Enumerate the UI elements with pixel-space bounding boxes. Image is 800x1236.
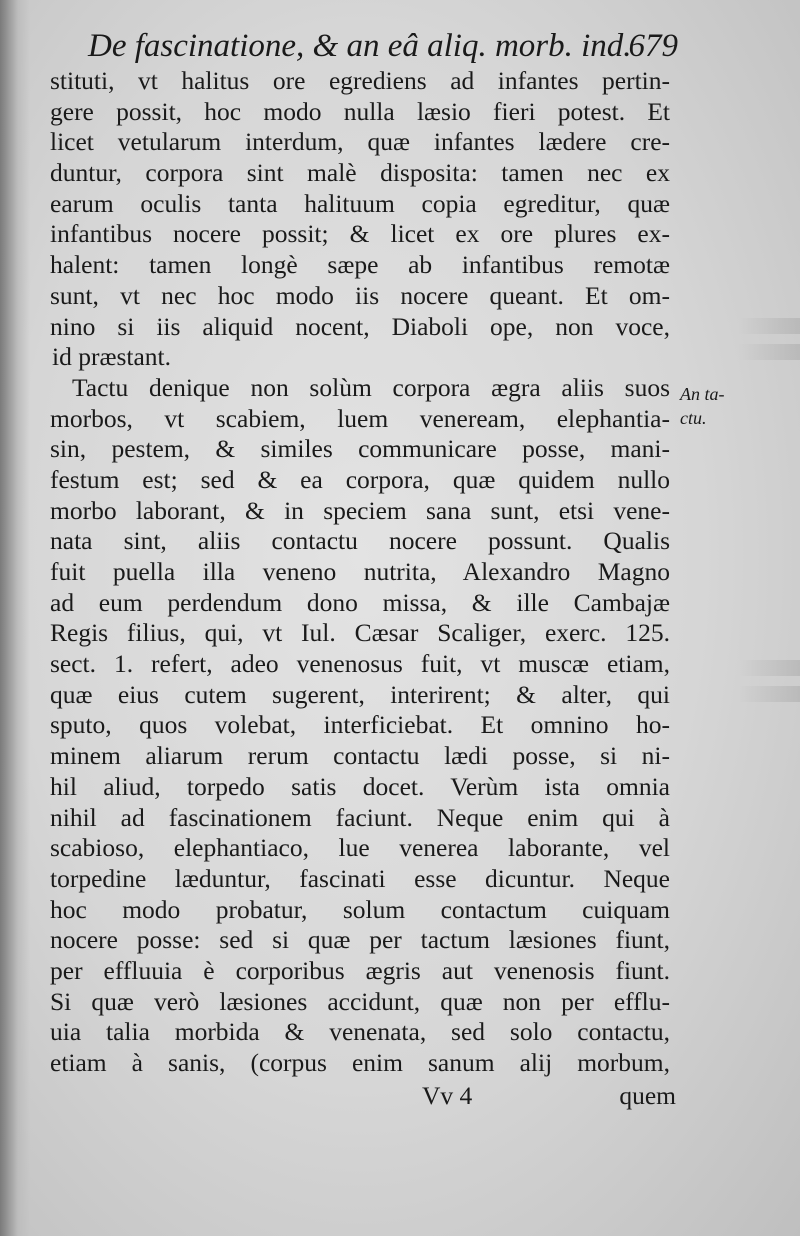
- catchword: quem: [619, 1081, 676, 1110]
- text-line: sin, pestem, & similes communicare posse, mani-: [50, 434, 670, 464]
- text-line: gere possit, hoc modo nulla læsio fieri potest. Et: [50, 96, 670, 126]
- text-line: Si quæ verò læsiones accidunt, quæ non per efflu-: [50, 986, 670, 1016]
- text-line: Regis filius, qui, vt Iul. Cæsar Scaliger, exerc. 125.: [50, 618, 670, 648]
- text-line: stituti, vt halitus ore egrediens ad infantes pertin-: [50, 66, 670, 95]
- text-line: sputo, quos volebat, interficiebat. Et omnino ho-: [50, 710, 670, 740]
- paragraph-start-line: Tactu denique non solùm corpora ægra aliis suos: [72, 372, 670, 402]
- margin-note-line: ctu.: [680, 408, 707, 428]
- text-line: quæ eius cutem sugerent, interirent; & alter, qui: [50, 679, 670, 709]
- running-title: De fascinatione, & an eâ aliq. morb. ind.: [88, 28, 632, 64]
- text-line: per effluuia è corporibus ægris aut venenosis fiunt.: [50, 955, 670, 985]
- text-line: scabioso, elephantiaco, lue venerea laborante, vel: [50, 833, 670, 863]
- bleed-through-mark: [738, 686, 800, 702]
- text-line: hil aliud, torpedo satis docet. Verùm ista omnia: [50, 771, 670, 801]
- text-line: earum oculis tanta halituum copia egreditur, quæ: [50, 188, 670, 218]
- text-line: morbo laborant, & in speciem sana sunt, etsi vene-: [50, 495, 670, 525]
- text-line: festum est; sed & ea corpora, quæ quidem nullo: [50, 464, 670, 494]
- text-line: nihil ad fascinationem faciunt. Neque enim qui à: [50, 802, 670, 832]
- text-line: torpedine læduntur, fascinati esse dicuntur. Neque: [50, 863, 670, 893]
- text-line: duntur, corpora sint malè disposita: tamen nec ex: [50, 158, 670, 188]
- text-line: hoc modo probatur, solum contactum cuiquam: [50, 894, 670, 924]
- bleed-through-mark: [738, 344, 800, 360]
- text-line: nino si iis aliquid nocent, Diaboli ope, non voce,: [50, 311, 670, 341]
- text-line: morbos, vt scabiem, luem veneream, elephantia-: [50, 403, 670, 433]
- text-line: sect. 1. refert, adeo venenosus fuit, vt muscæ etiam,: [50, 649, 670, 679]
- page-number: 679: [628, 28, 678, 64]
- bleed-through-mark: [738, 318, 800, 334]
- margin-note: [680, 382, 770, 430]
- text-line: fuit puella illa veneno nutrita, Alexandro Magno: [50, 557, 670, 586]
- text-line: sunt, vt nec hoc modo iis nocere queant. Et om-: [50, 280, 670, 310]
- text-line: licet vetularum interdum, quæ infantes lædere cre-: [50, 127, 670, 157]
- text-line: nocere posse: sed si quæ per tactum læsiones fiunt,: [50, 925, 670, 955]
- text-line: minem aliarum rerum contactu lædi posse, si ni-: [50, 741, 670, 771]
- page-footer: [50, 1080, 676, 1112]
- running-header: [88, 26, 678, 66]
- text-line: halent: tamen longè sæpe ab infantibus remotæ: [50, 250, 670, 280]
- text-line: etiam à sanis, (corpus enim sanum alij morbum,: [50, 1048, 670, 1077]
- text-line: infantibus nocere possit; & licet ex ore plures ex-: [50, 219, 670, 249]
- body-text: [50, 66, 670, 1079]
- bleed-through-mark: [738, 660, 800, 676]
- text-line: nata sint, aliis contactu nocere possunt. Qualis: [50, 526, 670, 556]
- text-line: id præstant.: [52, 342, 171, 372]
- page-gutter-shadow: [0, 0, 30, 1236]
- margin-note-line: An ta-: [680, 384, 725, 404]
- signature-mark: Vv 4: [422, 1081, 473, 1110]
- text-line: uia talia morbida & venenata, sed solo contactu,: [50, 1017, 670, 1047]
- text-line: ad eum perdendum dono missa, & ille Cambajæ: [50, 587, 670, 617]
